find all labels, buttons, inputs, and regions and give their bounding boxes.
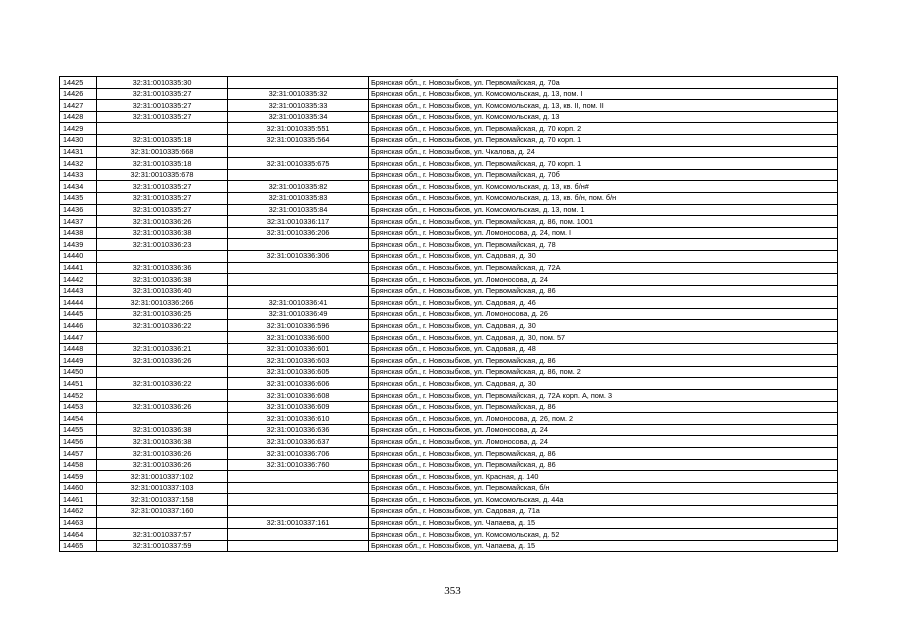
row-number-cell: 14458 bbox=[60, 459, 97, 471]
address-cell: Брянская обл., г. Новозыбков, ул. Комсомольская, д. 13 bbox=[369, 111, 838, 123]
row-number-cell: 14429 bbox=[60, 123, 97, 135]
row-number-cell: 14454 bbox=[60, 413, 97, 425]
address-cell: Брянская обл., г. Новозыбков, ул. Первомайская, б/н bbox=[369, 482, 838, 494]
cadastral-number-cell bbox=[97, 517, 228, 529]
table-row bbox=[60, 482, 838, 494]
address-cell: Брянская обл., г. Новозыбков, ул. Первомайская, д. 78 bbox=[369, 239, 838, 251]
address-cell: Брянская обл., г. Новозыбков, ул. Садовая, д. 30 bbox=[369, 250, 838, 262]
cadastral-number-cell: 32:31:0010335:27 bbox=[97, 181, 228, 193]
cadastral-number-cell: 32:31:0010337:102 bbox=[97, 471, 228, 483]
object-cadastral-number-cell bbox=[228, 169, 369, 181]
cadastral-number-cell: 32:31:0010336:38 bbox=[97, 424, 228, 436]
row-number-cell: 14432 bbox=[60, 158, 97, 170]
cadastral-number-cell: 32:31:0010335:27 bbox=[97, 111, 228, 123]
cadastral-number-cell: 32:31:0010336:26 bbox=[97, 448, 228, 460]
table-row bbox=[60, 505, 838, 517]
cadastral-number-cell: 32:31:0010335:30 bbox=[97, 77, 228, 89]
cadastral-number-cell: 32:31:0010337:57 bbox=[97, 529, 228, 541]
object-cadastral-number-cell: 32:31:0010336:601 bbox=[228, 343, 369, 355]
cadastral-number-cell: 32:31:0010335:18 bbox=[97, 134, 228, 146]
cadastral-number-cell bbox=[97, 366, 228, 378]
table-row bbox=[60, 540, 838, 552]
address-cell: Брянская обл., г. Новозыбков, ул. Первомайская, д. 70б bbox=[369, 169, 838, 181]
address-cell: Брянская обл., г. Новозыбков, ул. Комсомольская, д. 52 bbox=[369, 529, 838, 541]
row-number-cell: 14430 bbox=[60, 134, 97, 146]
address-cell: Брянская обл., г. Новозыбков, ул. Комсомольская, д. 13, кв. б/н, пом. б/н bbox=[369, 192, 838, 204]
table-row bbox=[60, 227, 838, 239]
row-number-cell: 14431 bbox=[60, 146, 97, 158]
table-row bbox=[60, 169, 838, 181]
row-number-cell: 14448 bbox=[60, 343, 97, 355]
table-row bbox=[60, 134, 838, 146]
row-number-cell: 14463 bbox=[60, 517, 97, 529]
table-row bbox=[60, 262, 838, 274]
row-number-cell: 14435 bbox=[60, 192, 97, 204]
table-row bbox=[60, 158, 838, 170]
table-row bbox=[60, 146, 838, 158]
object-cadastral-number-cell bbox=[228, 471, 369, 483]
address-cell: Брянская обл., г. Новозыбков, ул. Садовая, д. 71а bbox=[369, 505, 838, 517]
row-number-cell: 14449 bbox=[60, 355, 97, 367]
page-number: 353 bbox=[444, 585, 461, 597]
cadastral-number-cell bbox=[97, 413, 228, 425]
address-cell: Брянская обл., г. Новозыбков, ул. Ломоносова, д. 24 bbox=[369, 424, 838, 436]
address-cell: Брянская обл., г. Новозыбков, ул. Первомайская, д. 86, пом. 1001 bbox=[369, 216, 838, 228]
row-number-cell: 14465 bbox=[60, 540, 97, 552]
address-cell: Брянская обл., г. Новозыбков, ул. Первомайская, д. 86 bbox=[369, 355, 838, 367]
object-cadastral-number-cell: 32:31:0010335:551 bbox=[228, 123, 369, 135]
object-cadastral-number-cell: 32:31:0010336:706 bbox=[228, 448, 369, 460]
address-cell: Брянская обл., г. Новозыбков, ул. Первомайская, д. 70 корп. 1 bbox=[369, 158, 838, 170]
table-row bbox=[60, 517, 838, 529]
row-number-cell: 14444 bbox=[60, 297, 97, 309]
address-cell: Брянская обл., г. Новозыбков, ул. Первомайская, д. 86 bbox=[369, 459, 838, 471]
cadastral-number-cell: 32:31:0010337:160 bbox=[97, 505, 228, 517]
object-cadastral-number-cell bbox=[228, 482, 369, 494]
object-cadastral-number-cell: 32:31:0010336:636 bbox=[228, 424, 369, 436]
object-cadastral-number-cell: 32:31:0010335:32 bbox=[228, 88, 369, 100]
object-cadastral-number-cell bbox=[228, 274, 369, 286]
table-row bbox=[60, 343, 838, 355]
address-cell: Брянская обл., г. Новозыбков, ул. Ломоносова, д. 24, пом. I bbox=[369, 227, 838, 239]
row-number-cell: 14442 bbox=[60, 274, 97, 286]
cadastral-number-cell: 32:31:0010336:26 bbox=[97, 355, 228, 367]
table-row bbox=[60, 332, 838, 344]
table-row bbox=[60, 192, 838, 204]
address-cell: Брянская обл., г. Новозыбков, ул. Первомайская, д. 86, пом. 2 bbox=[369, 366, 838, 378]
address-cell: Брянская обл., г. Новозыбков, ул. Садовая, д. 48 bbox=[369, 343, 838, 355]
address-cell: Брянская обл., г. Новозыбков, ул. Чкалова, д. 24 bbox=[369, 146, 838, 158]
table-row bbox=[60, 529, 838, 541]
table-row bbox=[60, 320, 838, 332]
cadastral-number-cell: 32:31:0010336:26 bbox=[97, 216, 228, 228]
row-number-cell: 14441 bbox=[60, 262, 97, 274]
cadastral-number-cell: 32:31:0010335:678 bbox=[97, 169, 228, 181]
table-row bbox=[60, 297, 838, 309]
table-row bbox=[60, 100, 838, 112]
cadastral-number-cell: 32:31:0010336:36 bbox=[97, 262, 228, 274]
object-cadastral-number-cell bbox=[228, 77, 369, 89]
object-cadastral-number-cell: 32:31:0010336:49 bbox=[228, 308, 369, 320]
row-number-cell: 14433 bbox=[60, 169, 97, 181]
row-number-cell: 14445 bbox=[60, 308, 97, 320]
row-number-cell: 14437 bbox=[60, 216, 97, 228]
object-cadastral-number-cell: 32:31:0010335:34 bbox=[228, 111, 369, 123]
table-row bbox=[60, 216, 838, 228]
row-number-cell: 14440 bbox=[60, 250, 97, 262]
row-number-cell: 14426 bbox=[60, 88, 97, 100]
object-cadastral-number-cell: 32:31:0010335:675 bbox=[228, 158, 369, 170]
table-row bbox=[60, 123, 838, 135]
row-number-cell: 14450 bbox=[60, 366, 97, 378]
cadastral-number-cell: 32:31:0010336:21 bbox=[97, 343, 228, 355]
cadastral-number-cell: 32:31:0010336:22 bbox=[97, 320, 228, 332]
object-cadastral-number-cell: 32:31:0010335:82 bbox=[228, 181, 369, 193]
object-cadastral-number-cell bbox=[228, 494, 369, 506]
address-cell: Брянская обл., г. Новозыбков, ул. Первомайская, д. 72А корп. А, пом. 3 bbox=[369, 390, 838, 402]
address-cell: Брянская обл., г. Новозыбков, ул. Садовая, д. 30 bbox=[369, 378, 838, 390]
address-cell: Брянская обл., г. Новозыбков, ул. Чапаева, д. 15 bbox=[369, 540, 838, 552]
row-number-cell: 14456 bbox=[60, 436, 97, 448]
cadastral-number-cell: 32:31:0010335:668 bbox=[97, 146, 228, 158]
table-row bbox=[60, 494, 838, 506]
address-cell: Брянская обл., г. Новозыбков, ул. Комсомольская, д. 44а bbox=[369, 494, 838, 506]
row-number-cell: 14459 bbox=[60, 471, 97, 483]
table-row bbox=[60, 239, 838, 251]
object-cadastral-number-cell bbox=[228, 505, 369, 517]
address-cell: Брянская обл., г. Новозыбков, ул. Ломоносова, д. 24 bbox=[369, 436, 838, 448]
address-cell: Брянская обл., г. Новозыбков, ул. Первомайская, д. 70 корп. 1 bbox=[369, 134, 838, 146]
cadastral-number-cell: 32:31:0010335:27 bbox=[97, 88, 228, 100]
table-row bbox=[60, 181, 838, 193]
object-cadastral-number-cell: 32:31:0010335:564 bbox=[228, 134, 369, 146]
table-row bbox=[60, 424, 838, 436]
object-cadastral-number-cell: 32:31:0010336:760 bbox=[228, 459, 369, 471]
table-row bbox=[60, 250, 838, 262]
cadastral-number-cell: 32:31:0010335:27 bbox=[97, 204, 228, 216]
table-row bbox=[60, 413, 838, 425]
address-cell: Брянская обл., г. Новозыбков, ул. Садовая, д. 30 bbox=[369, 320, 838, 332]
row-number-cell: 14464 bbox=[60, 529, 97, 541]
table-row bbox=[60, 308, 838, 320]
object-cadastral-number-cell bbox=[228, 146, 369, 158]
object-cadastral-number-cell: 32:31:0010335:84 bbox=[228, 204, 369, 216]
table-row bbox=[60, 285, 838, 297]
row-number-cell: 14447 bbox=[60, 332, 97, 344]
row-number-cell: 14451 bbox=[60, 378, 97, 390]
table-row bbox=[60, 274, 838, 286]
address-cell: Брянская обл., г. Новозыбков, ул. Ломоносова, д. 26 bbox=[369, 308, 838, 320]
table-row bbox=[60, 77, 838, 89]
object-cadastral-number-cell: 32:31:0010336:609 bbox=[228, 401, 369, 413]
object-cadastral-number-cell: 32:31:0010336:306 bbox=[228, 250, 369, 262]
cadastral-number-cell bbox=[97, 250, 228, 262]
table-row bbox=[60, 448, 838, 460]
row-number-cell: 14427 bbox=[60, 100, 97, 112]
cadastral-number-cell: 32:31:0010336:25 bbox=[97, 308, 228, 320]
object-cadastral-number-cell: 32:31:0010336:605 bbox=[228, 366, 369, 378]
address-cell: Брянская обл., г. Новозыбков, ул. Ломоносова, д. 24 bbox=[369, 274, 838, 286]
object-cadastral-number-cell: 32:31:0010336:596 bbox=[228, 320, 369, 332]
cadastral-number-cell bbox=[97, 332, 228, 344]
row-number-cell: 14460 bbox=[60, 482, 97, 494]
object-cadastral-number-cell: 32:31:0010336:637 bbox=[228, 436, 369, 448]
address-cell: Брянская обл., г. Новозыбков, ул. Первомайская, д. 86 bbox=[369, 285, 838, 297]
object-cadastral-number-cell: 32:31:0010336:600 bbox=[228, 332, 369, 344]
object-cadastral-number-cell: 32:31:0010336:608 bbox=[228, 390, 369, 402]
object-cadastral-number-cell bbox=[228, 529, 369, 541]
object-cadastral-number-cell bbox=[228, 262, 369, 274]
cadastral-number-cell: 32:31:0010336:40 bbox=[97, 285, 228, 297]
table-row bbox=[60, 366, 838, 378]
cadastral-number-cell: 32:31:0010336:38 bbox=[97, 227, 228, 239]
row-number-cell: 14443 bbox=[60, 285, 97, 297]
cadastral-number-cell bbox=[97, 123, 228, 135]
row-number-cell: 14428 bbox=[60, 111, 97, 123]
table-row bbox=[60, 204, 838, 216]
object-cadastral-number-cell: 32:31:0010336:206 bbox=[228, 227, 369, 239]
object-cadastral-number-cell: 32:31:0010336:603 bbox=[228, 355, 369, 367]
table-row bbox=[60, 401, 838, 413]
row-number-cell: 14453 bbox=[60, 401, 97, 413]
address-cell: Брянская обл., г. Новозыбков, ул. Комсомольская, д. 13, пом. I bbox=[369, 88, 838, 100]
table-row bbox=[60, 390, 838, 402]
address-cell: Брянская обл., г. Новозыбков, ул. Садовая, д. 46 bbox=[369, 297, 838, 309]
object-cadastral-number-cell: 32:31:0010336:610 bbox=[228, 413, 369, 425]
cadastral-number-cell: 32:31:0010336:26 bbox=[97, 401, 228, 413]
cadastral-number-cell: 32:31:0010336:266 bbox=[97, 297, 228, 309]
object-cadastral-number-cell: 32:31:0010335:83 bbox=[228, 192, 369, 204]
row-number-cell: 14455 bbox=[60, 424, 97, 436]
object-cadastral-number-cell bbox=[228, 285, 369, 297]
row-number-cell: 14462 bbox=[60, 505, 97, 517]
address-cell: Брянская обл., г. Новозыбков, ул. Первомайская, д. 86 bbox=[369, 448, 838, 460]
object-cadastral-number-cell bbox=[228, 540, 369, 552]
address-cell: Брянская обл., г. Новозыбков, ул. Садовая, д. 30, пом. 57 bbox=[369, 332, 838, 344]
table-row bbox=[60, 88, 838, 100]
object-cadastral-number-cell: 32:31:0010336:41 bbox=[228, 297, 369, 309]
object-cadastral-number-cell: 32:31:0010336:606 bbox=[228, 378, 369, 390]
table-row bbox=[60, 436, 838, 448]
cadastral-number-cell: 32:31:0010336:38 bbox=[97, 436, 228, 448]
row-number-cell: 14439 bbox=[60, 239, 97, 251]
row-number-cell: 14436 bbox=[60, 204, 97, 216]
row-number-cell: 14457 bbox=[60, 448, 97, 460]
address-cell: Брянская обл., г. Новозыбков, ул. Комсомольская, д. 13, кв. II, пом. II bbox=[369, 100, 838, 112]
cadastral-number-cell: 32:31:0010336:26 bbox=[97, 459, 228, 471]
object-cadastral-number-cell: 32:31:0010337:161 bbox=[228, 517, 369, 529]
cadastral-number-cell: 32:31:0010335:27 bbox=[97, 100, 228, 112]
row-number-cell: 14425 bbox=[60, 77, 97, 89]
document-page bbox=[59, 76, 838, 552]
row-number-cell: 14434 bbox=[60, 181, 97, 193]
property-table bbox=[59, 76, 838, 552]
address-cell: Брянская обл., г. Новозыбков, ул. Первомайская, д. 70а bbox=[369, 77, 838, 89]
address-cell: Брянская обл., г. Новозыбков, ул. Чапаева, д. 15 bbox=[369, 517, 838, 529]
cadastral-number-cell bbox=[97, 390, 228, 402]
object-cadastral-number-cell: 32:31:0010336:117 bbox=[228, 216, 369, 228]
row-number-cell: 14438 bbox=[60, 227, 97, 239]
address-cell: Брянская обл., г. Новозыбков, ул. Первомайская, д. 86 bbox=[369, 401, 838, 413]
table-body bbox=[60, 77, 838, 552]
address-cell: Брянская обл., г. Новозыбков, ул. Ломоносова, д. 26, пом. 2 bbox=[369, 413, 838, 425]
table-row bbox=[60, 111, 838, 123]
table-row bbox=[60, 471, 838, 483]
address-cell: Брянская обл., г. Новозыбков, ул. Первомайская, д. 70 корп. 2 bbox=[369, 123, 838, 135]
address-cell: Брянская обл., г. Новозыбков, ул. Комсомольская, д. 13, пом. 1 bbox=[369, 204, 838, 216]
cadastral-number-cell: 32:31:0010337:59 bbox=[97, 540, 228, 552]
object-cadastral-number-cell bbox=[228, 239, 369, 251]
cadastral-number-cell: 32:31:0010336:23 bbox=[97, 239, 228, 251]
cadastral-number-cell: 32:31:0010337:103 bbox=[97, 482, 228, 494]
address-cell: Брянская обл., г. Новозыбков, ул. Комсомольская, д. 13, кв. б/н# bbox=[369, 181, 838, 193]
address-cell: Брянская обл., г. Новозыбков, ул. Первомайская, д. 72А bbox=[369, 262, 838, 274]
table-row bbox=[60, 378, 838, 390]
object-cadastral-number-cell: 32:31:0010335:33 bbox=[228, 100, 369, 112]
cadastral-number-cell: 32:31:0010336:38 bbox=[97, 274, 228, 286]
address-cell: Брянская обл., г. Новозыбков, ул. Красная, д. 140 bbox=[369, 471, 838, 483]
row-number-cell: 14461 bbox=[60, 494, 97, 506]
table-row bbox=[60, 355, 838, 367]
row-number-cell: 14446 bbox=[60, 320, 97, 332]
cadastral-number-cell: 32:31:0010337:158 bbox=[97, 494, 228, 506]
row-number-cell: 14452 bbox=[60, 390, 97, 402]
cadastral-number-cell: 32:31:0010336:22 bbox=[97, 378, 228, 390]
cadastral-number-cell: 32:31:0010335:27 bbox=[97, 192, 228, 204]
table-row bbox=[60, 459, 838, 471]
cadastral-number-cell: 32:31:0010335:18 bbox=[97, 158, 228, 170]
